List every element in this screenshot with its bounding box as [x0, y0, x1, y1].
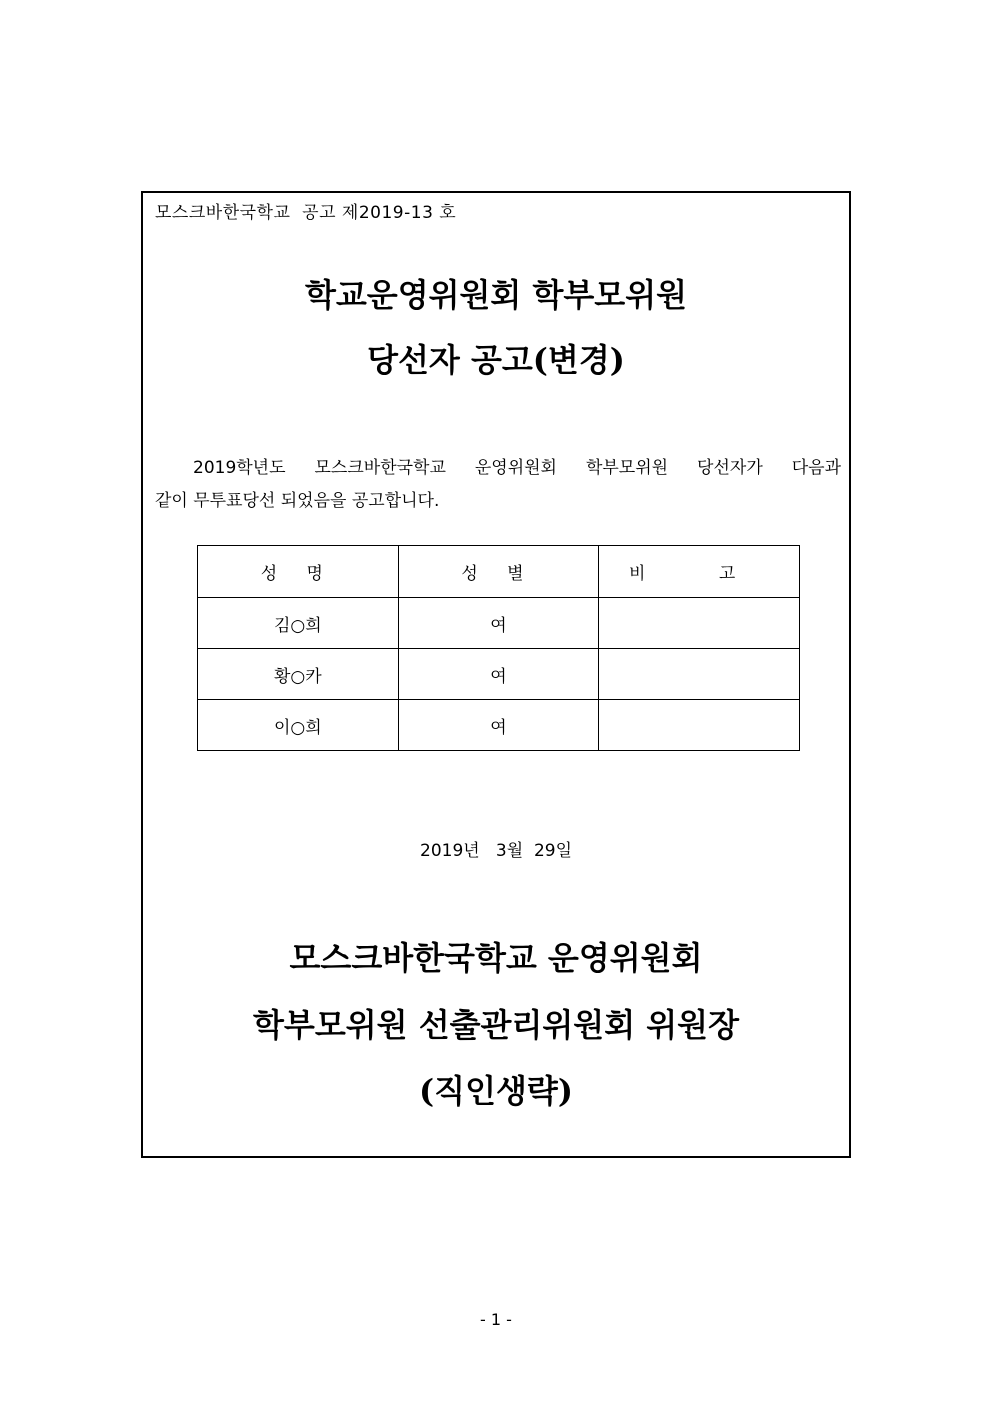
notice-number: 모스크바한국학교 공고 제2019-13 호	[155, 203, 457, 223]
header-note-label: 비 고	[629, 564, 770, 584]
table-header-row	[198, 546, 800, 598]
page-number: - 1 -	[480, 1310, 512, 1329]
announcement-body	[155, 452, 841, 518]
header-name: 성 명	[198, 546, 399, 598]
cell-gender: 여	[398, 700, 599, 751]
elected-members-table	[197, 545, 800, 751]
cell-name: 이○희	[198, 700, 399, 751]
header-note	[599, 546, 800, 598]
cell-name: 황○카	[198, 649, 399, 700]
announcement-date: 2019년 3월 29일	[420, 841, 572, 861]
cell-gender: 여	[398, 598, 599, 649]
cell-note	[599, 700, 800, 751]
cell-note	[599, 649, 800, 700]
announcement-line2: 같이 무투표당선 되었음을 공고합니다.	[155, 491, 440, 511]
table-row	[198, 700, 800, 751]
signature-line3: (직인생략)	[419, 1072, 573, 1110]
header-gender: 성 별	[398, 546, 599, 598]
signature-line1: 모스크바한국학교 운영위원회	[289, 939, 703, 977]
table-row	[198, 598, 800, 649]
announcement-line1: 2019학년도 모스크바한국학교 운영위원회 학부모위원 당선자가 다음과	[193, 458, 841, 478]
cell-name: 김○희	[198, 598, 399, 649]
signature-line2: 학부모위원 선출관리위원회 위원장	[253, 1006, 739, 1044]
document-title-line1: 학교운영위원회 학부모위원	[304, 276, 688, 314]
document-title-line2: 당선자 공고(변경)	[367, 341, 625, 379]
cell-gender: 여	[398, 649, 599, 700]
cell-note	[599, 598, 800, 649]
table-row	[198, 649, 800, 700]
